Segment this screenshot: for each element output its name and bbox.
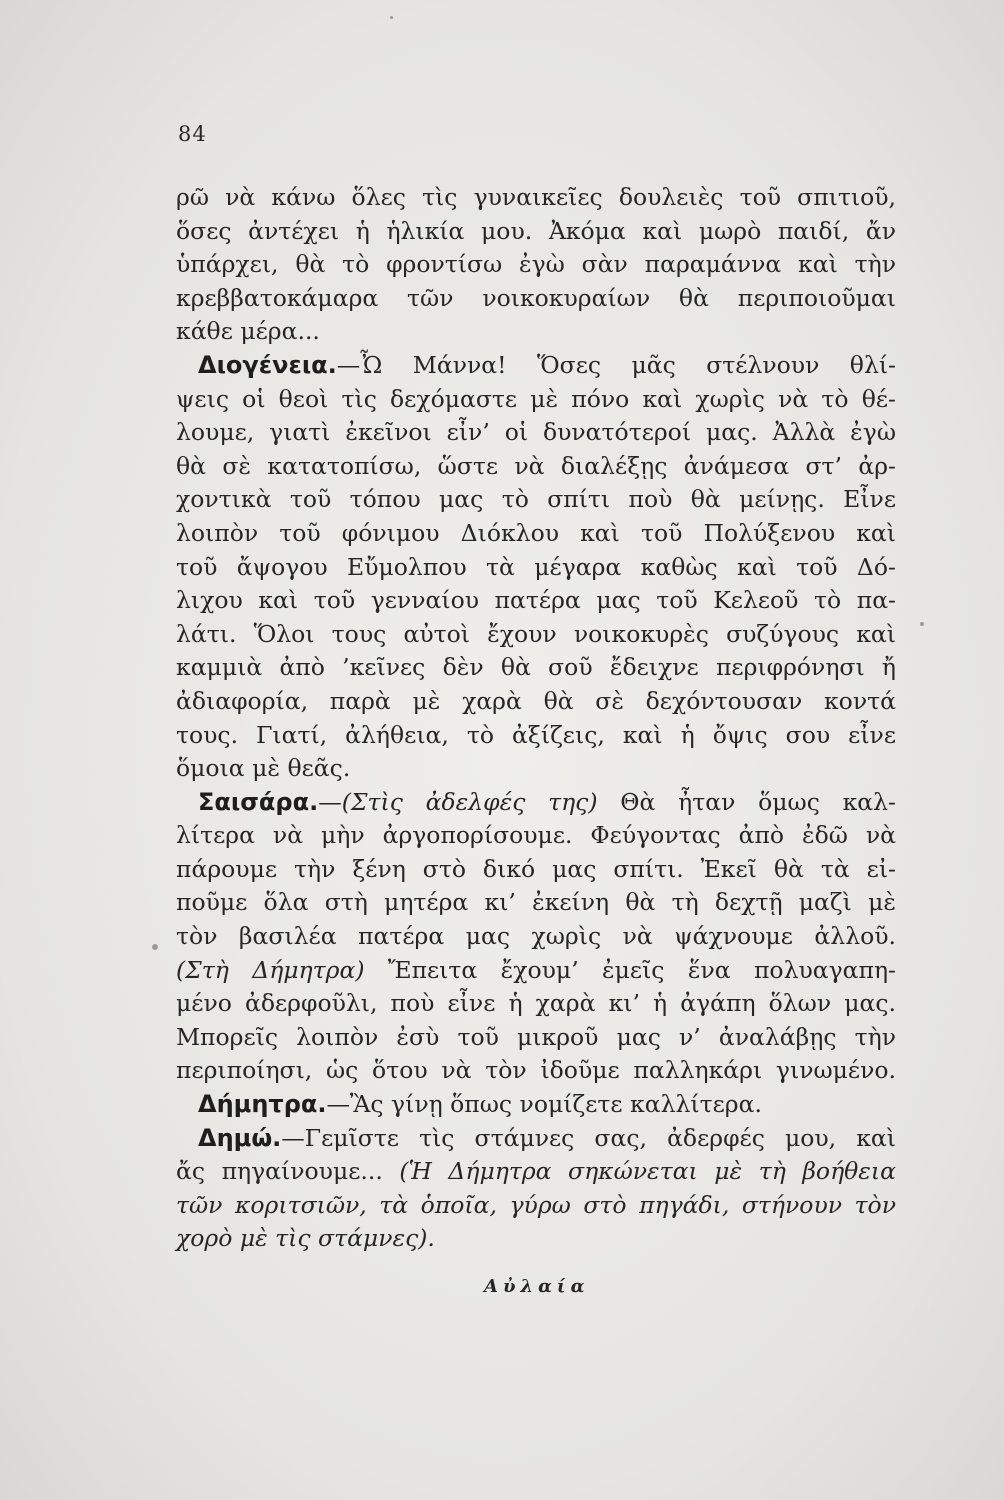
page-number: 84 [178, 122, 207, 146]
text-line: ὑπάρχει, θὰ τὸ φροντίσω ἐγὼ σὰν παραμάννα καὶ τὴν [176, 250, 896, 279]
dialogue-line [176, 1122, 896, 1156]
text-line: λάτι. Ὅλοι τους αὐτοὶ ἔχουν νοικοκυρὲς συζύγους καὶ [176, 619, 896, 648]
dialogue-line [176, 1088, 896, 1122]
text-line: λουμε, γιατὶ ἐκεῖνοι εἶν’ οἱ δυνατότεροί μας. Ἀλλὰ ἐγὼ [176, 418, 896, 447]
text-line: ὅσες ἀντέχει ἡ ἡλικία μου. Ἀκόμα καὶ μωρὸ παιδί, ἄν [176, 216, 896, 245]
speaker-name: Δήμητρα. [198, 1090, 327, 1119]
stage-direction: (Στὶς ἀδελφές της) [341, 787, 598, 816]
text-line: ρῶ νὰ κάνω ὅλες τὶς γυναικεῖες δουλειὲς τοῦ σπιτιοῦ, [176, 183, 896, 211]
dialogue-text: —Ἂς γίνῃ ὅπως νομίζετε καλλίτερα. [326, 1090, 762, 1119]
text-line: λίτερα νὰ μὴν ἀργοπορίσουμε. Φεύγοντας ἀπὸ ἐδῶ νὰ [176, 821, 896, 850]
dialogue-text: ἄς πηγαίνουμε... [176, 1157, 400, 1186]
speaker-name: Σαισάρα. [198, 787, 319, 816]
stage-direction: τῶν κοριτσιῶν, τὰ ὁποῖα, γύρω στὸ πηγάδι, στήνουν τὸν [176, 1190, 896, 1219]
text-line: μένο ἀδερφοῦλι, ποὺ εἶνε ἡ χαρὰ κι’ ἡ ἀγάπη ὅλων μας. [176, 989, 896, 1018]
dialogue-text: —Ὦ Μάννα! Ὅσες μᾶς στέλνουν θλί- [336, 350, 896, 379]
text-line: καμμιὰ ἀπὸ ’κεῖνες δὲν θὰ σοῦ ἔδειχνε περιφρόνησι ἤ [176, 653, 896, 682]
stage-direction: (Ἡ Δήμητρα σηκώνεται μὲ τὴ βοήθεια [399, 1157, 897, 1186]
dialogue-line [176, 1155, 896, 1189]
text-line: ἀδιαφορία, παρὰ μὲ χαρὰ θὰ σὲ δεχόντουσαν κοντά [176, 686, 896, 715]
dash: — [318, 787, 342, 816]
text-line: θὰ σὲ κατατοπίσω, ὥστε νὰ διαλέξῃς ἀνάμεσα στ’ ἀρ- [176, 451, 896, 480]
text-line: ψεις οἱ θεοὶ τὶς δεχόμαστε μὲ πόνο καὶ χωρὶς νὰ τὸ θέ- [176, 384, 896, 413]
dialogue-line [176, 954, 896, 988]
text-line: κάθε μέρα... [176, 317, 320, 346]
dialogue-text: —Γεμῖστε τὶς στάμνες σας, ἀδερφές μου, καὶ [281, 1123, 896, 1152]
text-line: τοῦ ἄψογου Εὔμολπου τὰ μέγαρα καθὼς καὶ τοῦ Δό- [176, 552, 896, 581]
text-line: ὅμοια μὲ θεᾶς. [176, 754, 351, 783]
text-line: τὸν βασιλέα πατέρα μας χωρὶς νὰ ψάχνουμε ἀλλοῦ. [176, 922, 896, 951]
dialogue-line [176, 349, 896, 383]
text-line: περιποίησι, ὡς ὅτου νὰ τὸν ἰδοῦμε παλληκάρι γινωμένο. [176, 1056, 896, 1085]
speaker-name: Διογένεια. [198, 350, 337, 379]
text-line: πάρουμε τὴν ξένη στὸ δικό μας σπίτι. Ἐκεῖ θὰ τὰ εἰ- [176, 854, 896, 883]
play-text [176, 181, 896, 1256]
text-line: Μπορεῖς λοιπὸν ἐσὺ τοῦ μικροῦ μας ν’ ἀναλάβῃς τὴν [176, 1022, 896, 1051]
dialogue-line [176, 786, 896, 820]
text-line: κρεββατοκάμαρα τῶν νοικοκυραίων θὰ περιποιοῦμαι [176, 283, 896, 312]
text-line: χοντικὰ τοῦ τόπου μας τὸ σπίτι ποὺ θὰ μείνῃς. Εἶνε [176, 485, 896, 514]
footer-word: Αὐλαία [484, 1276, 590, 1297]
ink-spot [390, 16, 393, 19]
text-line: λιχου καὶ τοῦ γενναίου πατέρα μας τοῦ Κελεοῦ τὸ πα- [176, 586, 896, 615]
stage-direction: χορὸ μὲ τὶς στάμνες). [176, 1224, 435, 1253]
speaker-name: Δημώ. [198, 1123, 282, 1152]
dialogue-text: Ἔπειτα ἔχουμ’ ἐμεῖς ἕνα πολυαγαπη- [364, 955, 897, 984]
text-line: λοιπὸν τοῦ φόνιμου Διόκλου καὶ τοῦ Πολύξενου καὶ [176, 518, 896, 547]
ink-spot [920, 622, 924, 626]
dialogue-text: Θὰ ἦταν ὅμως καλ- [597, 787, 896, 816]
text-line: ποῦμε ὅλα στὴ μητέρα κι’ ἐκείνη θὰ τὴ δεχτῇ μαζὶ μὲ [176, 888, 896, 917]
ink-spot [152, 944, 158, 950]
text-line: τους. Γιατί, ἀλήθεια, τὸ ἀξίζεις, καὶ ἡ ὄψις σου εἶνε [176, 720, 896, 749]
stage-direction: (Στὴ Δήμητρα) [176, 955, 365, 984]
